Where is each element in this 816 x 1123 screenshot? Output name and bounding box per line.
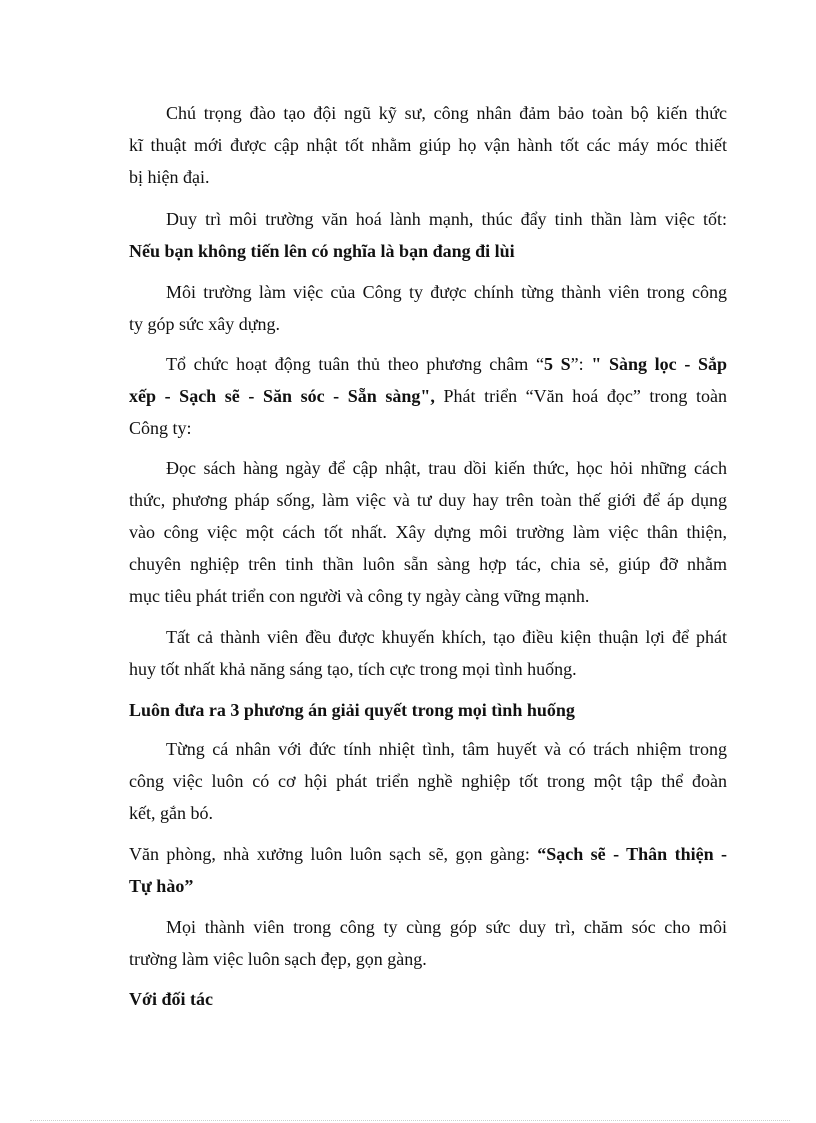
text-line: huy tốt nhất khả năng sáng tạo, tích cực trong mọi tình huống.	[129, 659, 577, 679]
text-segment: Văn phòng, nhà xưởng luôn luôn sạch sẽ, gọn gàng:	[129, 844, 538, 864]
text-line	[129, 348, 727, 380]
text-segment: ”:	[570, 354, 592, 374]
text-line	[129, 838, 727, 870]
text-segment: Phát triển “Văn hoá đọc” trong toàn	[434, 386, 727, 406]
text-line: ty góp sức xây dựng.	[129, 314, 280, 334]
text-line: Mọi thành viên trong công ty cùng góp sức duy trì, chăm sóc cho môi	[166, 917, 727, 937]
text-line: trường làm việc luôn sạch đẹp, gọn gàng.	[129, 949, 427, 969]
text-line: Đọc sách hàng ngày để cập nhật, trau dồi kiến thức, học hỏi những cách	[166, 458, 727, 478]
text-line: kết, gắn bó.	[129, 803, 213, 823]
paragraph-culture	[129, 203, 727, 267]
bold-segment: “Sạch sẽ - Thân thiện -	[537, 844, 727, 864]
text-line: Tất cả thành viên đều được khuyến khích, tạo điều kiện thuận lợi để phát	[166, 627, 727, 647]
text-line: công việc luôn có cơ hội phát triển nghề nghiệp tốt trong một tập thể đoàn	[129, 771, 727, 791]
heading-partners	[129, 983, 727, 1015]
bold-line: Tự hào”	[129, 876, 194, 896]
paragraph-5s	[129, 348, 727, 444]
text-line: Duy trì môi trường văn hoá lành mạnh, thúc đẩy tinh thần làm việc tốt:	[166, 209, 727, 229]
paragraph-creativity	[129, 621, 727, 685]
motto-text: Nếu bạn không tiến lên có nghĩa là bạn đang đi lùi	[129, 241, 515, 261]
paragraph-environment	[129, 276, 727, 340]
text-line: Công ty:	[129, 418, 192, 438]
heading-three-options	[129, 694, 727, 726]
text-line: kĩ thuật mới được cập nhật tốt nhằm giúp họ vận hành tốt các máy móc thiết	[129, 135, 727, 155]
paragraph-reading	[129, 452, 727, 612]
text-line: Môi trường làm việc của Công ty được chính từng thành viên trong công	[166, 282, 727, 302]
text-line	[129, 380, 727, 412]
text-line: Chú trọng đào tạo đội ngũ kỹ sư, công nhân đảm bảo toàn bộ kiến thức	[166, 103, 727, 123]
paragraph-maintain	[129, 911, 727, 975]
paragraph-individual	[129, 733, 727, 829]
text-line: bị hiện đại.	[129, 167, 210, 187]
footer-dotted-rule	[30, 1120, 790, 1121]
bold-segment: " Sàng lọc - Sắp	[591, 354, 727, 374]
text-line: mục tiêu phát triển con người và công ty ngày càng vững mạnh.	[129, 586, 590, 606]
paragraph-office	[129, 838, 727, 902]
bold-segment: 5 S	[543, 354, 571, 374]
paragraph-training	[129, 97, 727, 193]
text-segment: Tổ chức hoạt động tuân thủ theo phương châm “	[166, 354, 544, 374]
section-heading: Luôn đưa ra 3 phương án giải quyết trong mọi tình huống	[129, 700, 575, 720]
text-line: Từng cá nhân với đức tính nhiệt tình, tâm huyết và có trách nhiệm trong	[166, 739, 727, 759]
text-line: chuyên nghiệp trên tinh thần luôn sẵn sàng hợp tác, chia sẻ, giúp đỡ nhằm	[129, 554, 727, 574]
text-line: thức, phương pháp sống, làm việc và tư duy hay trên toàn thế giới để áp dụng	[129, 490, 727, 510]
section-heading: Với đối tác	[129, 989, 213, 1009]
bold-segment: xếp - Sạch sẽ - Săn sóc - Sẵn sàng",	[129, 386, 435, 406]
text-line: vào công việc một cách tốt nhất. Xây dựng môi trường làm việc thân thiện,	[129, 522, 727, 542]
